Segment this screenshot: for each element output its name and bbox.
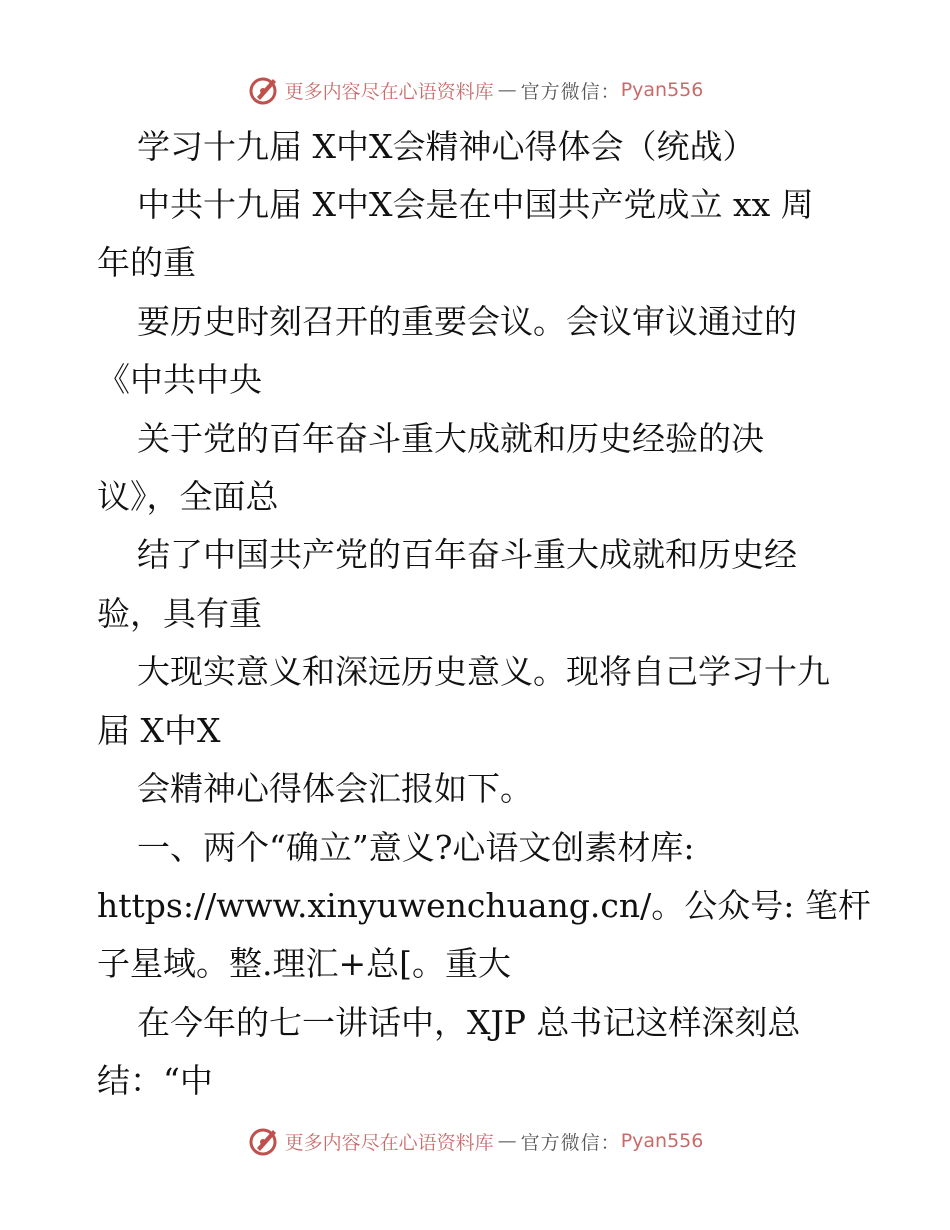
banner-wechat-label: 官方微信： xyxy=(520,1131,621,1154)
paragraph-line: 届 X中X xyxy=(97,711,221,750)
paragraph-line: 会精神心得体会汇报如下。 xyxy=(137,769,533,808)
paragraph-line: 大现实意义和深远历史意义。现将自己学习十九 xyxy=(137,652,830,691)
doc-title: 学习十九届 X中X会精神心得体会（统战） xyxy=(137,127,756,166)
paragraph-line: 议》，全面总 xyxy=(97,477,279,516)
banner-main-text: 更多内容尽在心语资料库 xyxy=(284,80,494,103)
paragraph-line: 结了中国共产党的百年奋斗重大成就和历史经 xyxy=(137,535,797,574)
paragraph-line: 子星域。整.理汇+总[。重大 xyxy=(97,944,512,983)
paragraph-line: 年的重 xyxy=(97,243,196,282)
paragraph-line: 中共十九届 X中X会是在中国共产党成立 xx 周 xyxy=(137,185,814,224)
paragraph-line: 结：“中 xyxy=(97,1061,213,1100)
quill-logo-icon xyxy=(247,73,281,107)
banner-wechat-id: Pyan556 xyxy=(620,1130,704,1152)
quill-logo-icon xyxy=(247,1124,281,1158)
paragraph-line: https://www.xinyuwenchuang.cn/。公众号: 笔杆 xyxy=(97,886,871,925)
banner-wechat-id: Pyan556 xyxy=(620,79,704,101)
footer-watermark xyxy=(0,1121,950,1161)
paragraph-line: 在今年的七一讲话中，XJP 总书记这样深刻总 xyxy=(137,1003,801,1042)
banner-wechat-label: 官方微信： xyxy=(520,80,621,103)
banner-separator: — xyxy=(497,79,517,101)
paragraph-line: 关于党的百年奋斗重大成就和历史经验的决 xyxy=(137,419,764,458)
paragraph-line: 要历史时刻召开的重要会议。会议审议通过的 xyxy=(137,302,797,341)
header-watermark xyxy=(0,70,950,110)
paragraph-line: 《中共中央 xyxy=(97,360,262,399)
paragraph-line: 验，具有重 xyxy=(97,594,262,633)
section-heading: 一、两个“确立”意义?心语文创素材库: xyxy=(137,828,695,867)
banner-main-text: 更多内容尽在心语资料库 xyxy=(284,1131,494,1154)
banner-separator: — xyxy=(497,1130,517,1152)
